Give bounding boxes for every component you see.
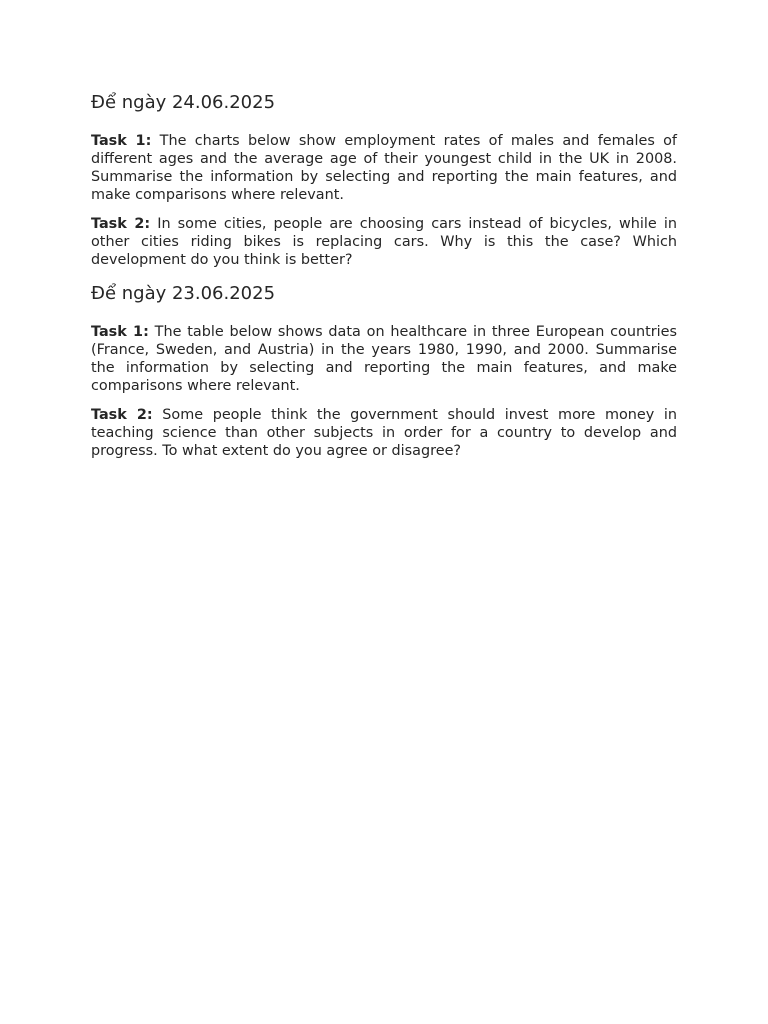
document-page (91, 90, 677, 471)
task-label: Task 2: (91, 216, 151, 232)
task-label: Task 2: (91, 407, 153, 423)
task-label: Task 1: (91, 324, 149, 340)
task-1-paragraph (91, 323, 677, 395)
section-heading: Để ngày 23.06.2025 (91, 283, 276, 304)
task-text: Some people think the government should invest more money in teaching science than other subjects in order for a country to develop and progress. To what extent do you agree or disagree? (91, 407, 677, 459)
task-1-paragraph (91, 132, 677, 204)
task-label: Task 1: (91, 133, 152, 149)
section-heading: Để ngày 24.06.2025 (91, 92, 276, 113)
task-text: The charts below show employment rates of males and females of different ages and the average age of their youngest child in the UK in 2008. Summarise the information by selecting and reporting the main features, and make comparisons where relevant. (91, 133, 678, 203)
task-text: The table below shows data on healthcare in three European countries (France, Sweden, and Austria) in the years 1980, 1990, and 2000. Summarise the information by selecting and reporting the main features, and make comparisons where relevant. (91, 324, 678, 394)
section-23-06-2025 (91, 281, 677, 460)
task-2-paragraph (91, 215, 677, 269)
task-2-paragraph (91, 406, 677, 460)
section-24-06-2025 (91, 90, 677, 269)
task-text: In some cities, people are choosing cars instead of bicycles, while in other cities riding bikes is replacing cars. Why is this the case? Which development do you think is better? (91, 216, 677, 268)
